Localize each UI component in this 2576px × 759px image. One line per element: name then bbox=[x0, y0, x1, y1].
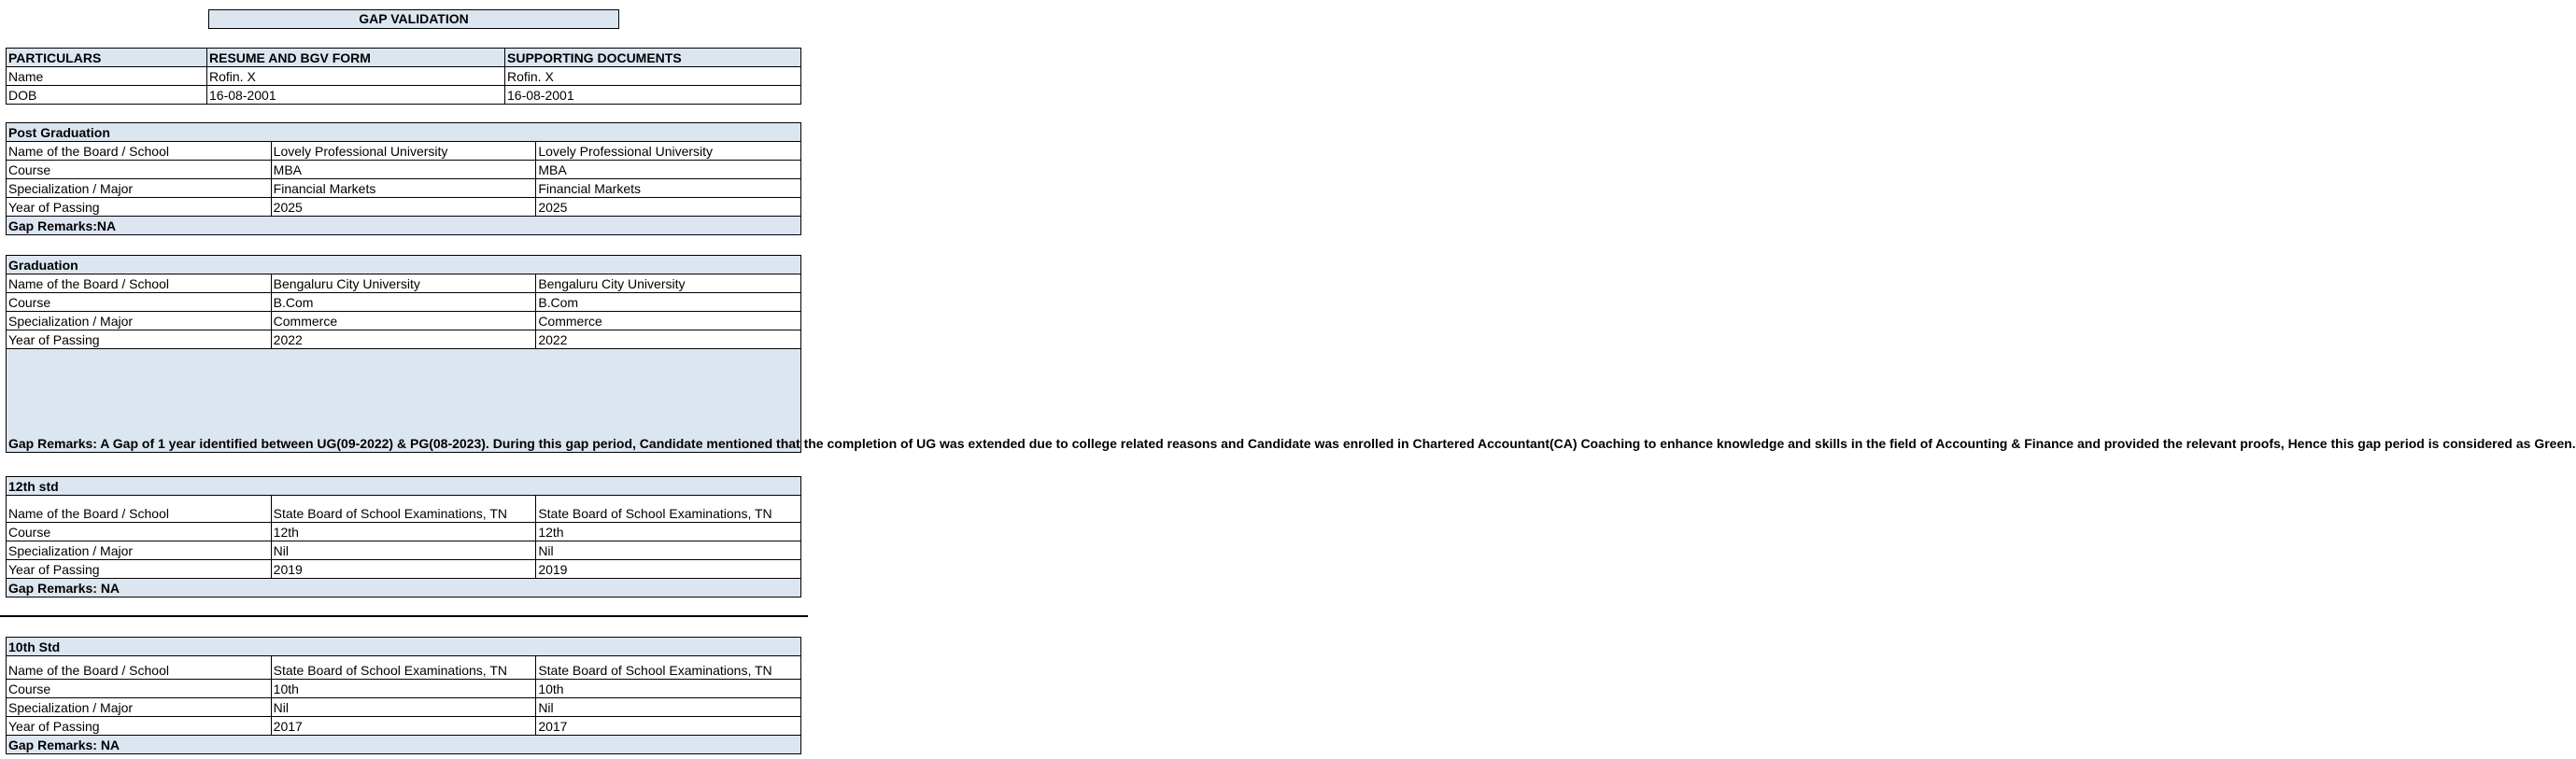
header-particulars: PARTICULARS bbox=[7, 49, 207, 67]
table-row: Year of Passing 2025 2025 bbox=[7, 198, 801, 217]
gap-remarks: Gap Remarks: NA bbox=[7, 736, 801, 754]
table-row: Name of the Board / School State Board of School Examinations, TN State Board of School Examinations, TN bbox=[7, 656, 801, 680]
header-docs: SUPPORTING DOCUMENTS bbox=[505, 49, 801, 67]
page-title: GAP VALIDATION bbox=[208, 9, 619, 29]
table-row: Year of Passing 2019 2019 bbox=[7, 560, 801, 579]
table-row: Name of the Board / School State Board of School Examinations, TN State Board of School Examinations, TN bbox=[7, 496, 801, 523]
section-title: Graduation bbox=[7, 256, 801, 274]
table-row: DOB 16-08-2001 16-08-2001 bbox=[7, 86, 801, 105]
table-row: Name of the Board / School Lovely Professional University Lovely Professional University bbox=[7, 142, 801, 161]
table-row: Specialization / Major Commerce Commerce bbox=[7, 312, 801, 330]
section-title: 12th std bbox=[7, 477, 801, 496]
table-row: Year of Passing 2017 2017 bbox=[7, 717, 801, 736]
gap-remarks: Gap Remarks: NA bbox=[7, 579, 801, 597]
table-row: Specialization / Major Nil Nil bbox=[7, 541, 801, 560]
tenth-table bbox=[6, 637, 801, 754]
header-resume: RESUME AND BGV FORM bbox=[207, 49, 505, 67]
table-row: Course 10th 10th bbox=[7, 680, 801, 698]
section-title: Post Graduation bbox=[7, 123, 801, 142]
table-row: Year of Passing 2022 2022 bbox=[7, 330, 801, 349]
table-row: Specialization / Major Nil Nil bbox=[7, 698, 801, 717]
twelfth-table bbox=[6, 476, 801, 597]
graduation-table bbox=[6, 255, 2576, 453]
personal-table bbox=[6, 48, 801, 105]
gap-remarks: Gap Remarks:NA bbox=[7, 217, 801, 235]
table-row: Course B.Com B.Com bbox=[7, 293, 801, 312]
gap-remarks: Gap Remarks: A Gap of 1 year identified between UG(09-2022) & PG(08-2023). During this gap period, Candidate mentioned that the completion of UG was extended due to college related reasons and Candidate was enrolled in Chartered Accountant(CA) Coaching to enhance knowledge and skills in the field of Accounting & Finance and provided the relevant proofs, Hence this gap period is considered as Green. bbox=[7, 349, 801, 453]
section-title: 10th Std bbox=[7, 638, 801, 656]
table-row: Course 12th 12th bbox=[7, 523, 801, 541]
page-divider bbox=[0, 615, 808, 617]
table-row: Course MBA MBA bbox=[7, 161, 801, 179]
table-row: Name Rofin. X Rofin. X bbox=[7, 67, 801, 86]
post-graduation-table bbox=[6, 122, 801, 235]
table-row: Specialization / Major Financial Markets Financial Markets bbox=[7, 179, 801, 198]
table-row: Name of the Board / School Bengaluru City University Bengaluru City University bbox=[7, 274, 801, 293]
